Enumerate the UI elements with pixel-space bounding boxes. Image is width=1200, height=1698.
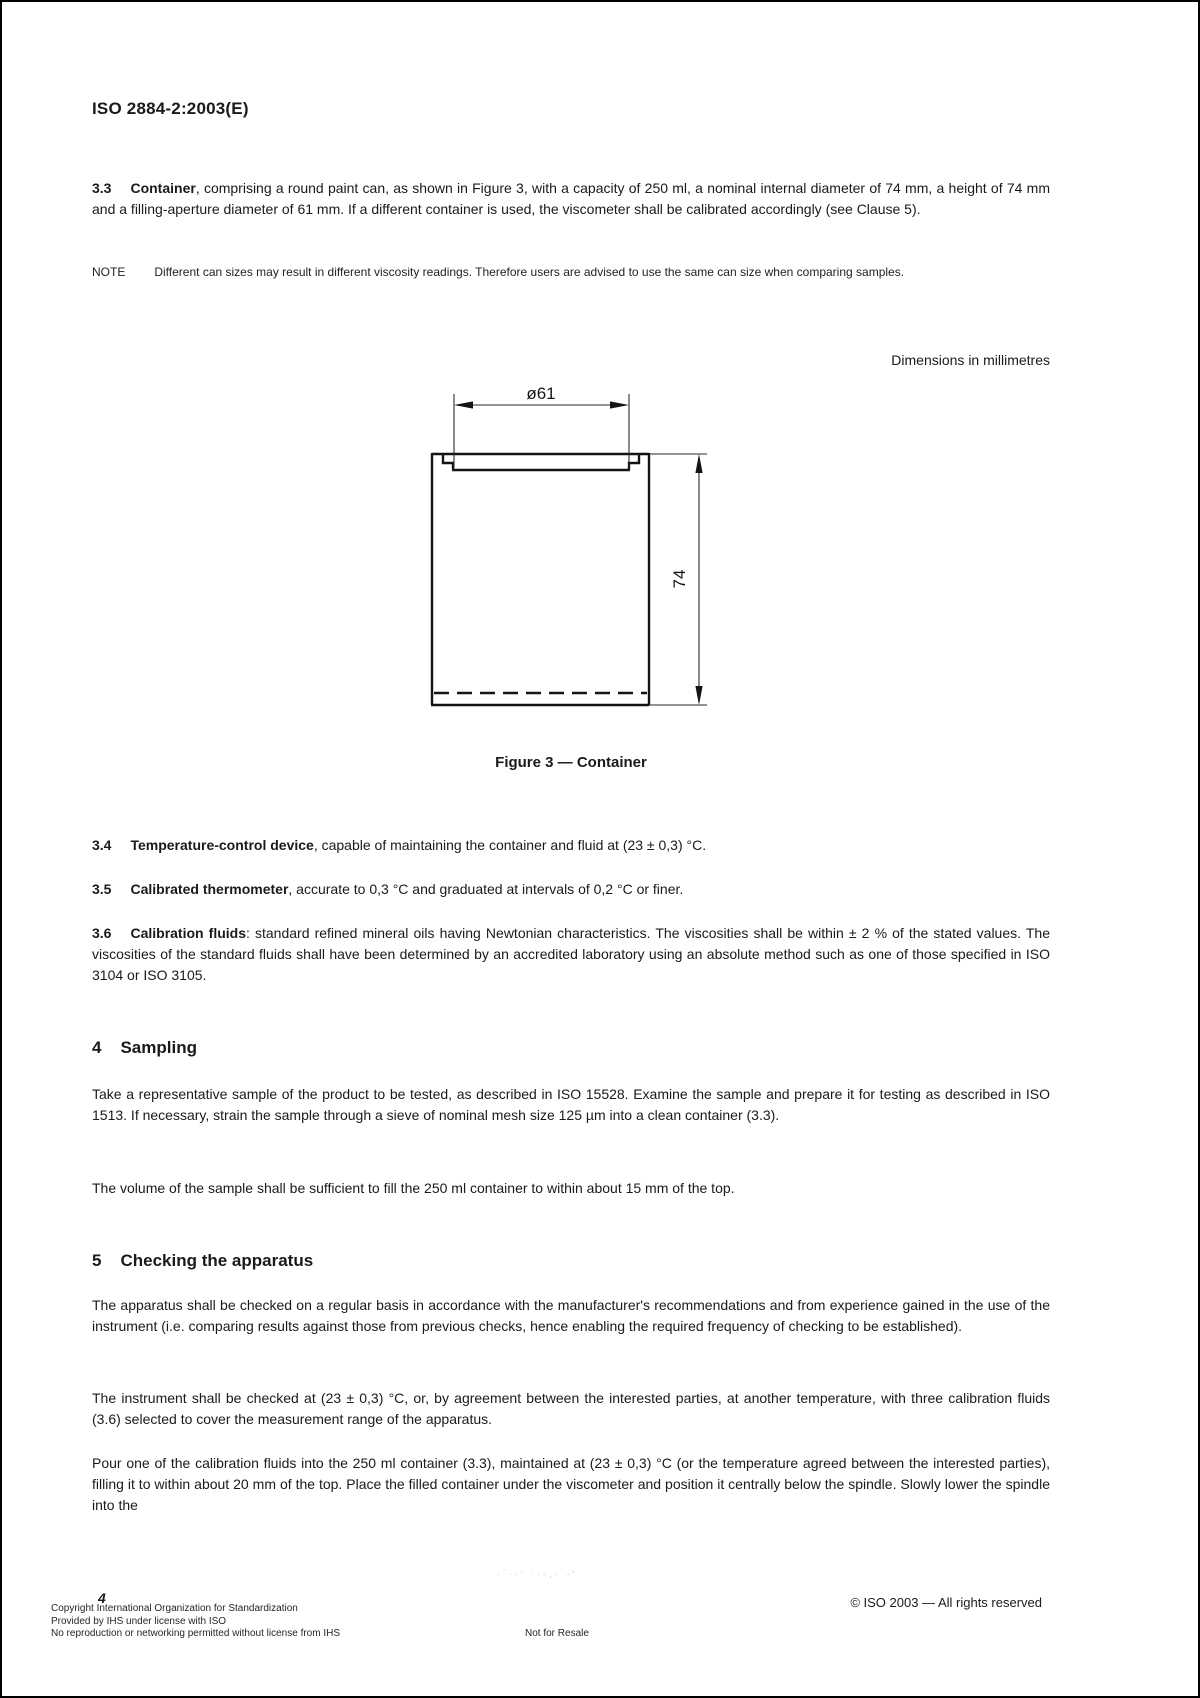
provided-by-line: Provided by IHS under license with ISO (51, 1615, 227, 1627)
sampling-paragraph-1: Take a representative sample of the product to be tested, as described in ISO 15528. Examine the sample and prepare it for testing as described in ISO 1513. If necessary, strain the sample through a sieve of nominal mesh size 125 µm into a clean container (3.3). (92, 1086, 1050, 1123)
clause-3-5-paragraph (92, 879, 1050, 900)
diameter-dimension-label: ø61 (526, 384, 556, 403)
note-label: NOTE (92, 265, 126, 279)
diameter-dimension (454, 384, 629, 468)
container-technical-drawing (382, 342, 712, 722)
can-outline (431, 453, 649, 705)
copyright-line: Copyright International Organization for Standardization (51, 1603, 298, 1614)
checking-paragraph-1: The apparatus shall be checked on a regular basis in accordance with the manufacturer's recommendations and from experience gained in the use of the instrument (i.e. comparing results against those from previous checks, hence enabling the required frequency of checking to be established). (92, 1297, 1050, 1334)
no-reproduction-line: No reproduction or networking permitted without license from IHS (51, 1628, 341, 1639)
heading-number: 4 (92, 1038, 102, 1057)
defined-term: Calibrated thermometer (130, 881, 289, 897)
clause-text: , accurate to 0,3 °C and graduated at intervals of 0,2 °C or finer. (288, 881, 684, 897)
figure-3-container-drawing (382, 342, 712, 722)
clause-3-4-paragraph (92, 835, 1050, 856)
clause-5-heading (92, 1251, 313, 1271)
heading-title: Sampling (120, 1038, 197, 1057)
height-dimension-label: 74 (670, 569, 689, 589)
clause-text: , capable of maintaining the container and fluid at (23 ± 0,3) °C. (313, 837, 707, 853)
dimensions-unit-note: Dimensions in millimetres (891, 352, 1050, 368)
document-reference-header: ISO 2884-2:2003(E) (92, 99, 249, 118)
defined-term: Temperature-control device (130, 837, 314, 853)
checking-paragraph-3: Pour one of the calibration fluids into the 250 ml container (3.3), maintained at (23 ± 0,3) °C (or the temperature agreed between the interested parties), filling it to within about 20 mm of the top. Place the filled container under the viscometer and position it centrally below the spindle. Slowly lower the spindle into the (92, 1455, 1050, 1513)
clause-number: 3.4 (92, 837, 112, 853)
heading-number: 5 (92, 1251, 102, 1270)
clause-text: , comprising a round paint can, as shown in Figure 3, with a capacity of 250 ml, a nominal internal diameter of 74 mm, a height of 74 mm and a filling-aperture diameter of 61 mm. If a different container is used, the viscometer shall be calibrated accordingly (see Clause 5). (92, 180, 1050, 217)
page-number: 4 (98, 1590, 106, 1606)
clause-number: 3.5 (92, 881, 112, 897)
clause-3-3-paragraph (92, 178, 1050, 220)
note-text: Different can sizes may result in different viscosity readings. Therefore users are advised to use the same can size when comparing samples. (154, 265, 905, 279)
sampling-paragraph-2: The volume of the sample shall be sufficient to fill the 250 ml container to within about 15 mm of the top. (92, 1180, 735, 1196)
defined-term: Container (130, 180, 196, 196)
not-for-resale-note: Not for Resale (525, 1628, 589, 1639)
iso-rights-reserved-note: © ISO 2003 — All rights reserved (850, 1595, 1042, 1610)
clause-4-heading (92, 1038, 197, 1058)
clause-3-6-paragraph (92, 923, 1050, 986)
faint-print-watermark: ·˙··' ˙··,·˙·' (497, 1569, 578, 1579)
height-dimension (649, 454, 707, 705)
checking-paragraph-2: The instrument shall be checked at (23 ± 0,3) °C, or, by agreement between the interested parties, at another temperature, with three calibration fluids (3.6) selected to cover the measurement range of the apparatus. (92, 1390, 1050, 1427)
figure-caption: Figure 3 — Container (495, 754, 647, 771)
clause-number: 3.6 (92, 925, 112, 941)
clause-text: : standard refined mineral oils having Newtonian characteristics. The viscosities shall be within ± 2 % of the stated values. The viscosities of the standard fluids shall have been determined by an accredited laboratory using an absolute method such as one of those specified in ISO 3104 or ISO 3105. (92, 925, 1050, 983)
can-rim-seam (443, 455, 639, 470)
clause-number: 3.3 (92, 180, 112, 196)
note-paragraph (92, 262, 1050, 283)
heading-title: Checking the apparatus (120, 1251, 314, 1270)
defined-term: Calibration fluids (130, 925, 247, 941)
